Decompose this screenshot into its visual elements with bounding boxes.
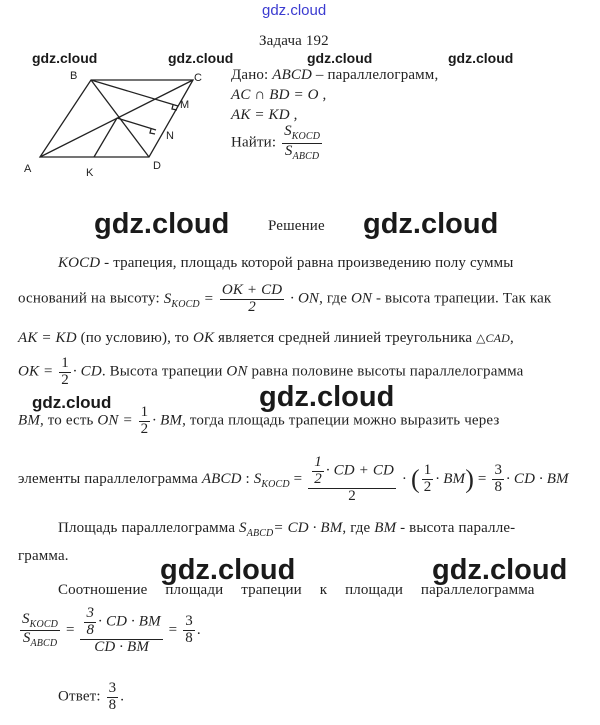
watermark-small: gdz.cloud [168,50,234,66]
dot: · [401,471,408,488]
given-text: – параллелограмм, [315,67,439,83]
sub: KOCD [261,479,290,491]
find-num-sub: KOCD [291,131,321,142]
text: Площадь параллелограмма [58,520,240,536]
vertex-label-n: N [166,130,174,142]
p-num: 1 [423,462,432,479]
s: S [253,471,262,488]
watermark-top: gdz.cloud [262,2,327,19]
sub1: KOCD [29,618,59,630]
text: , [509,330,514,346]
vertex-label-c: C [194,72,202,84]
paragraph-4 [18,405,499,438]
given-vars: ABCD [272,67,313,83]
height-bm [91,80,178,106]
outer-den: 2 [348,487,356,504]
d: CD · BM [94,638,150,655]
formula: = CD · BM [273,520,343,536]
p-den: 2 [423,479,432,496]
given-line-2: AC ∩ BD = O , [231,87,327,103]
s2: S [22,630,31,647]
paragraph-7: Соотношение площади трапеции к площади параллелограмма [58,582,535,598]
given-label: Дано: [231,67,269,83]
var-kocd: KOCD [58,255,101,271]
find-den-sub: ABCD [292,150,320,162]
text: (по условию), то [76,330,193,346]
find-label: Найти: [231,134,277,151]
paragraph-6-line-2: грамма. [18,548,69,564]
den: 2 [61,371,69,388]
text: - трапеция, площадь которой равна произведению полу суммы [100,255,514,271]
num: 1 [61,355,69,371]
task-title: Задача 192 [259,33,329,49]
tail: · CD [72,363,102,380]
text: , тогда площадь трапеции можно выразить через [182,412,500,429]
watermark-small: gdz.cloud [307,50,373,66]
den: 2 [140,420,149,437]
answer-num: 3 [108,680,117,696]
text: , где [319,290,351,307]
paragraph-1-line-2: оснований на высоту: $S_{KOCD}$ = $\frac{OK + CD}{2}$ · ON, где ON - высота трапеции. Так как [18,282,552,315]
n-num: 3 [86,605,95,621]
var-bm: BM [374,520,397,536]
vertex-label-a: A [24,163,32,175]
tail: · BM [152,412,183,429]
given-line-1 [231,67,438,84]
answer [58,681,124,714]
n-den: 8 [86,621,95,638]
var-bm: BM [18,412,40,429]
lhs: OK = [18,363,54,380]
watermark-small: gdz.cloud [448,50,514,66]
var-on: ON [350,290,373,307]
cond: AK = KD [18,330,77,346]
s1: S [22,610,30,627]
eq2: = [168,622,178,639]
text: оснований на высоту: [18,290,160,307]
find-den: S [284,142,293,159]
text: является средней линией треугольника [214,330,477,346]
text: . Высота трапеции [101,363,227,380]
watermark-big: gdz.cloud [160,554,296,586]
inner-tail: · CD + CD [325,462,394,479]
formula-den: 2 [248,298,256,315]
r-num: 3 [185,613,193,630]
answer-end: . [120,688,125,705]
formula-s: S [163,290,172,307]
find-num: S [284,123,292,139]
var-ok: OK [192,330,215,346]
r-den: 8 [185,630,193,647]
watermark-big: gdz.cloud [94,208,230,240]
res-num: 3 [494,462,503,479]
formula-tail: · ON [290,290,320,307]
text: , где [342,520,375,536]
vertex-label-k: K [86,167,94,179]
watermark-big: gdz.cloud [259,381,395,413]
res-eq: = [477,471,487,488]
p-tail: · BM [435,471,466,488]
sub2: ABCD [30,638,58,650]
formula-num: OK + CD [221,282,283,298]
text: : [241,471,250,488]
paragraph-2 [18,330,514,347]
end: . [196,622,201,639]
sub: ABCD [246,528,274,539]
text: , то есть [39,412,98,429]
var-abcd: ABCD [201,471,242,488]
paragraph-5: элементы параллелограмма ABCD : $S_{KOCD}$ = $\frac{1}{2}$ · CD + CD 2 · ( $\frac{1}{2}$ · BM) = $\frac{3}{8}$ · CD · BM [18,454,569,504]
given-find [231,124,324,162]
n-tail: · CD · BM [98,613,161,630]
eq1: = [65,622,75,639]
watermark-big: gdz.cloud [363,208,499,240]
triangle: △CAD [476,331,510,345]
given-line-3: AK = KD , [231,107,298,123]
vertex-label-b: B [70,70,78,82]
lhs: ON = [97,412,133,429]
paragraph-1-line-1 [58,255,514,272]
watermark-big: gdz.cloud [432,554,568,586]
vertex-label-m: M [180,99,190,111]
text: равна половине высоты параллелограмма [247,363,524,380]
answer-den: 8 [108,696,117,713]
num: 1 [140,404,149,420]
paragraph-6-line-1 [58,520,515,539]
watermark-big: gdz.cloud [32,393,112,412]
text: - высота паралле- [396,520,516,536]
ratio-formula [18,606,201,655]
watermark-small: gdz.cloud [32,50,98,66]
text: - высота трапеции. Так как [372,290,552,307]
solution-title: Решение [268,218,325,234]
var-on: ON [226,363,248,380]
inner-den: 2 [314,470,322,487]
answer-label: Ответ: [58,688,101,705]
text: элементы параллелограмма [18,471,202,488]
eq: = [293,471,303,488]
s: S [239,520,247,536]
formula-sub: KOCD [171,298,200,310]
res-den: 8 [494,479,503,496]
inner-num: 1 [314,454,322,470]
res-tail: · CD · BM [506,471,569,488]
vertex-label-d: D [153,160,161,172]
height-on [117,118,156,130]
